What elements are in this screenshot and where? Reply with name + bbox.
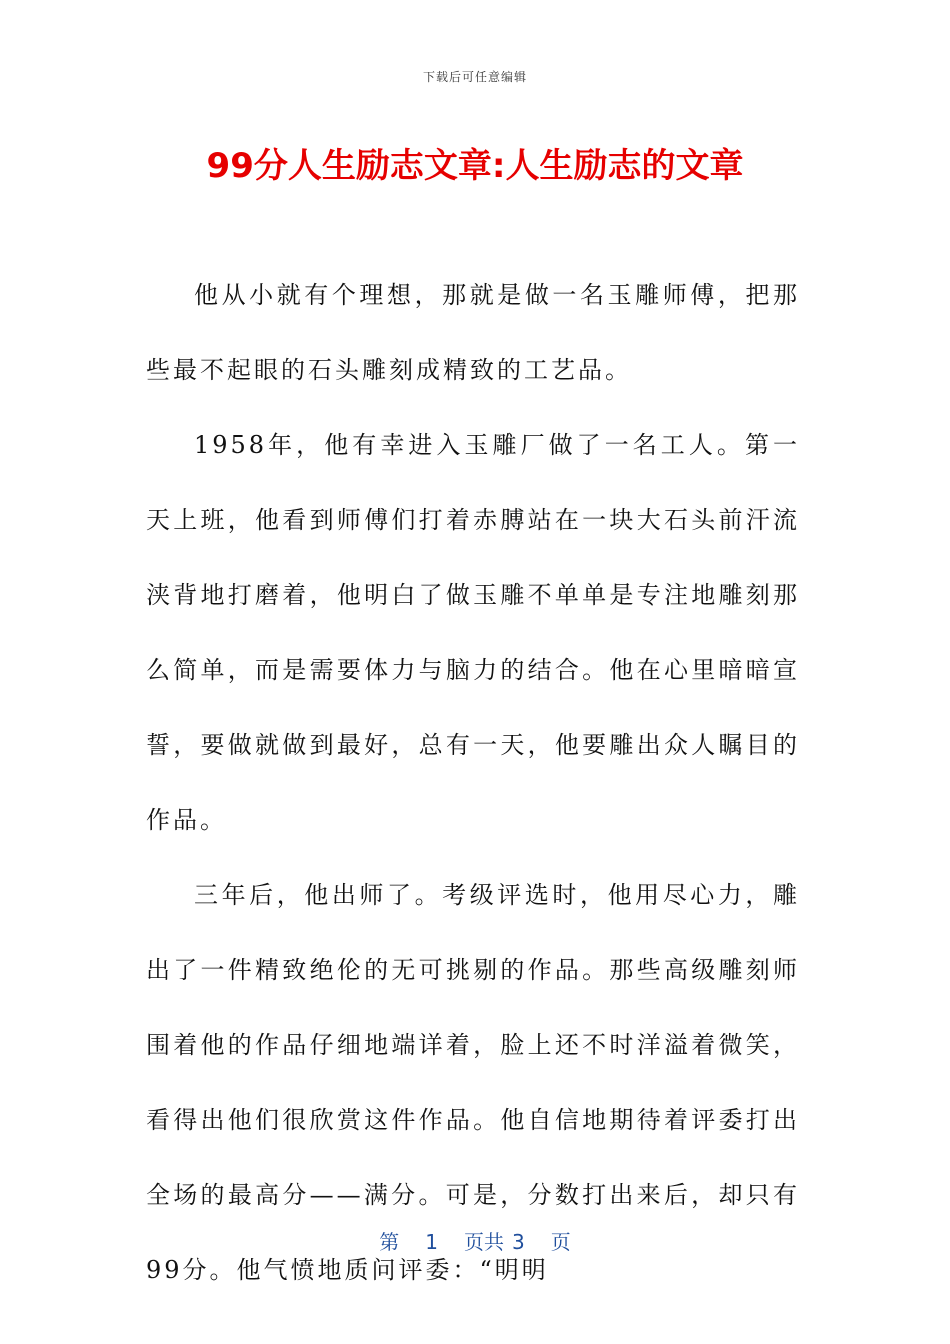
footer-middle: 页共 [464, 1230, 504, 1254]
paragraph-1: 他从小就有个理想，那就是做一名玉雕师傅，把那些最不起眼的石头雕刻成精致的工艺品。 [146, 281, 800, 384]
document-body [146, 258, 800, 1308]
footer-current-page: 1 [425, 1230, 438, 1254]
footer-prefix: 第 [379, 1230, 400, 1254]
document-title: 99分人生励志文章:人生励志的文章 [206, 146, 744, 186]
header-note: 下载后可任意编辑 [422, 70, 527, 84]
page-footer [0, 1226, 950, 1255]
footer-suffix: 页 [550, 1230, 571, 1254]
paragraph-3: 三年后，他出师了。考级评选时，他用尽心力，雕出了一件精致绝伦的无可挑剔的作品。那些高级雕刻师围着他的作品仔细地端详着，脸上还不时洋溢着微笑，看得出他们很欣赏这件作品。他自信地期待着评委打出全场的最高分——满分。可是，分数打出来后，却只有99分。他气愤地质问评委：“明明 [146, 881, 800, 1284]
footer-total-pages: 3 [512, 1230, 525, 1254]
paragraph-2: 1958年，他有幸进入玉雕厂做了一名工人。第一天上班，他看到师傅们打着赤膊站在一块大石头前汗流浃背地打磨着，他明白了做玉雕不单单是专注地雕刻那么简单，而是需要体力与脑力的结合。他在心里暗暗宣誓，要做就做到最好，总有一天，他要雕出众人瞩目的作品。 [146, 431, 800, 834]
